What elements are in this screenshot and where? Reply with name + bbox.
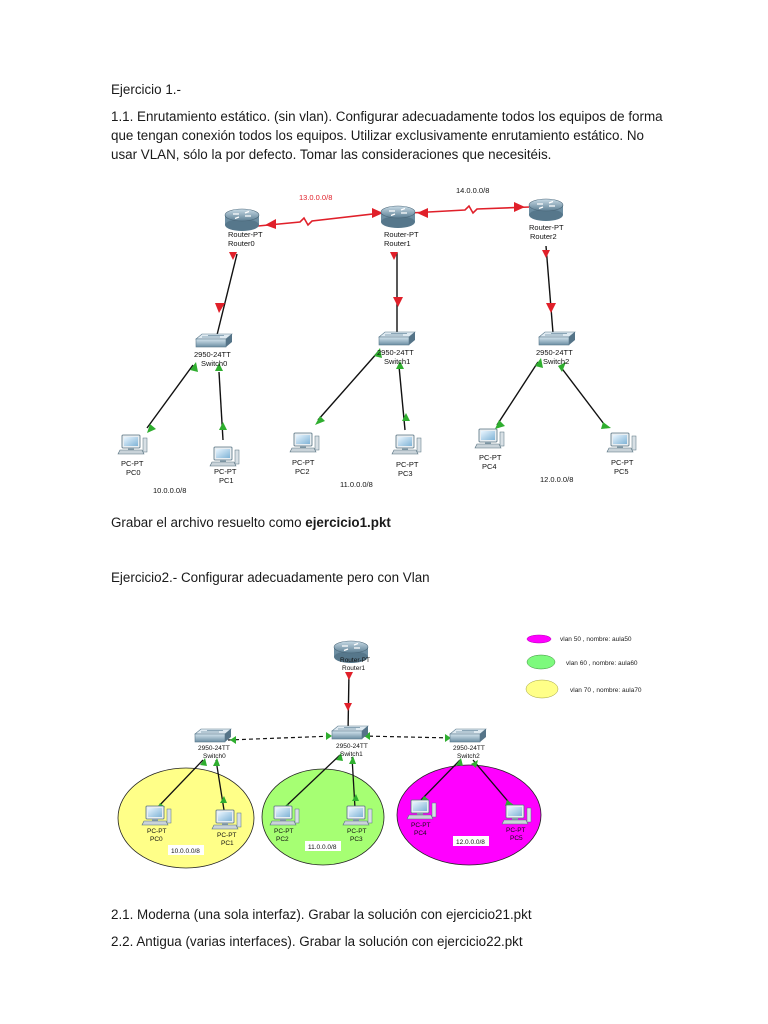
router-type-label: Router-PT — [384, 230, 419, 239]
pc-name-label: PC4 — [482, 462, 497, 471]
pc-1[interactable] — [210, 447, 239, 485]
pc-name-label: PC0 — [150, 836, 163, 843]
router-name-label: Router2 — [530, 232, 557, 241]
vlan-network-label-12 — [453, 836, 489, 846]
switch-name-label: Switch0 — [203, 753, 226, 760]
switch-icon — [379, 332, 415, 345]
pc-4[interactable] — [475, 429, 504, 471]
switch-icon — [450, 729, 486, 742]
switch-0[interactable] — [194, 334, 232, 368]
router-type-label: Router-PT — [228, 230, 263, 239]
switch-type-label: 2950-24TT — [377, 348, 414, 357]
vlan-switch-1[interactable] — [332, 726, 368, 758]
legend-swatch — [527, 655, 555, 669]
vlan-router-1[interactable] — [334, 641, 370, 672]
router-icon — [381, 206, 415, 228]
diagram-exercise-1 — [118, 186, 636, 495]
pc-type-label: PC-PT — [274, 828, 294, 835]
pc-name-label: PC1 — [221, 840, 234, 847]
legend-item-aula50 — [527, 635, 632, 643]
switch-1[interactable] — [377, 332, 415, 366]
legend-text: vlan 60 , nombre: aula60 — [566, 660, 638, 667]
pc-name-label: PC0 — [126, 468, 141, 477]
exercise1-heading: Ejercicio 1.- — [111, 82, 181, 97]
legend-item-aula60 — [527, 655, 638, 669]
pc-name-label: PC1 — [219, 476, 234, 485]
network-label-12: 12.0.0.0/8 — [540, 475, 574, 484]
switch-icon — [196, 334, 232, 347]
pc-icon — [475, 429, 504, 448]
legend-swatch — [527, 635, 551, 643]
exercise1-description: 1.1. Enrutamiento estático. (sin vlan). Configurar adecuadamente todos los equipos de forma que tengan conexión todos los equipos. Utilizar exclusivamente enrutamiento estático. No usar VLAN, sólo la por defecto. Tomar las consideraciones que necesitéis. — [111, 109, 663, 162]
switch-name-label: Switch1 — [340, 751, 363, 758]
svg-text:11.0.0.0/8: 11.0.0.0/8 — [308, 844, 337, 851]
save-prefix: Grabar el archivo resuelto como — [111, 515, 306, 530]
router-icon — [225, 209, 259, 231]
switch-type-label: 2950-24TT — [336, 743, 368, 750]
pc-type-label: PC-PT — [611, 458, 634, 467]
router-name-label: Router0 — [228, 239, 255, 248]
switch-type-label: 2950-24TT — [453, 745, 485, 752]
switch-name-label: Switch2 — [543, 357, 570, 366]
router-name-label: Router1 — [342, 665, 366, 672]
network-label-10: 10.0.0.0/8 — [153, 486, 187, 495]
legend-item-aula70 — [526, 680, 642, 698]
pc-type-label: PC-PT — [147, 828, 167, 835]
network-label-11: 11.0.0.0/8 — [340, 480, 373, 489]
exercise2-subtask-2: 2.2. Antigua (varias interfaces). Grabar la solución con ejercicio22.pkt — [111, 934, 523, 949]
svg-text:10.0.0.0/8: 10.0.0.0/8 — [171, 848, 200, 855]
legend-text: vlan 50 , nombre: aula50 — [560, 636, 632, 643]
pc-type-label: PC-PT — [347, 828, 367, 835]
router-type-label: Router-PT — [340, 657, 370, 664]
switch-name-label: Switch0 — [201, 359, 228, 368]
pc-type-label: PC-PT — [292, 458, 315, 467]
save-filename: ejercicio1.pkt — [305, 515, 391, 530]
pc-type-label: PC-PT — [479, 453, 502, 462]
pc-5[interactable] — [607, 433, 636, 476]
pc-name-label: PC2 — [276, 836, 289, 843]
legend-text: vlan 70 , nombre: aula70 — [570, 687, 642, 694]
pc-0[interactable] — [118, 435, 147, 477]
vlan-legend — [526, 635, 642, 698]
pc-name-label: PC2 — [295, 467, 310, 476]
pc-icon — [392, 435, 421, 454]
vlan-network-label-10 — [168, 845, 204, 855]
pc-icon — [290, 433, 319, 452]
switch-icon — [332, 726, 368, 739]
switch-icon — [195, 729, 231, 742]
legend-swatch — [526, 680, 558, 698]
exercise2-subtask-1: 2.1. Moderna (una sola interfaz). Grabar la solución con ejercicio21.pkt — [111, 907, 532, 922]
pc-icon — [607, 433, 636, 452]
serial-link-13 — [258, 208, 390, 229]
switch-type-label: 2950-24TT — [536, 348, 573, 357]
router-0[interactable] — [225, 209, 263, 248]
pc-3[interactable] — [392, 435, 421, 478]
router-1[interactable] — [381, 206, 419, 248]
exercise2-heading: Ejercicio2.- Configurar adecuadamente pero con Vlan — [111, 570, 430, 585]
diagram-exercise-2 — [118, 635, 642, 868]
switch-icon — [539, 332, 575, 345]
link-label-14: 14.0.0.0/8 — [456, 186, 490, 195]
vlan-switch-2[interactable] — [450, 729, 486, 760]
switch-2[interactable] — [536, 332, 575, 366]
switch-type-label: 2950-24TT — [198, 745, 230, 752]
pc-type-label: PC-PT — [396, 460, 419, 469]
svg-text:12.0.0.0/8: 12.0.0.0/8 — [456, 839, 485, 846]
pc-name-label: PC4 — [414, 830, 427, 837]
pc-type-label: PC-PT — [506, 827, 526, 834]
pc-name-label: PC5 — [510, 835, 523, 842]
pc-type-label: PC-PT — [217, 832, 237, 839]
pc-type-label: PC-PT — [214, 467, 237, 476]
router-type-label: Router-PT — [529, 223, 564, 232]
pc-name-label: PC3 — [350, 836, 363, 843]
router-icon — [529, 199, 563, 221]
router-name-label: Router1 — [384, 239, 411, 248]
switch-name-label: Switch1 — [384, 357, 411, 366]
switch-type-label: 2950-24TT — [194, 350, 231, 359]
pc-type-label: PC-PT — [121, 459, 144, 468]
pc-icon — [118, 435, 147, 454]
switch-name-label: Switch2 — [457, 753, 480, 760]
vlan-switch-0[interactable] — [195, 729, 231, 760]
pc-name-label: PC3 — [398, 469, 413, 478]
serial-link-14 — [410, 202, 530, 218]
pc-name-label: PC5 — [614, 467, 629, 476]
pc-icon — [210, 447, 239, 466]
vlan-network-label-11 — [305, 841, 341, 851]
router-2[interactable] — [529, 199, 564, 241]
link-label-13: 13.0.0.0/8 — [299, 193, 333, 202]
pc-type-label: PC-PT — [411, 822, 431, 829]
pc-2[interactable] — [290, 433, 319, 476]
